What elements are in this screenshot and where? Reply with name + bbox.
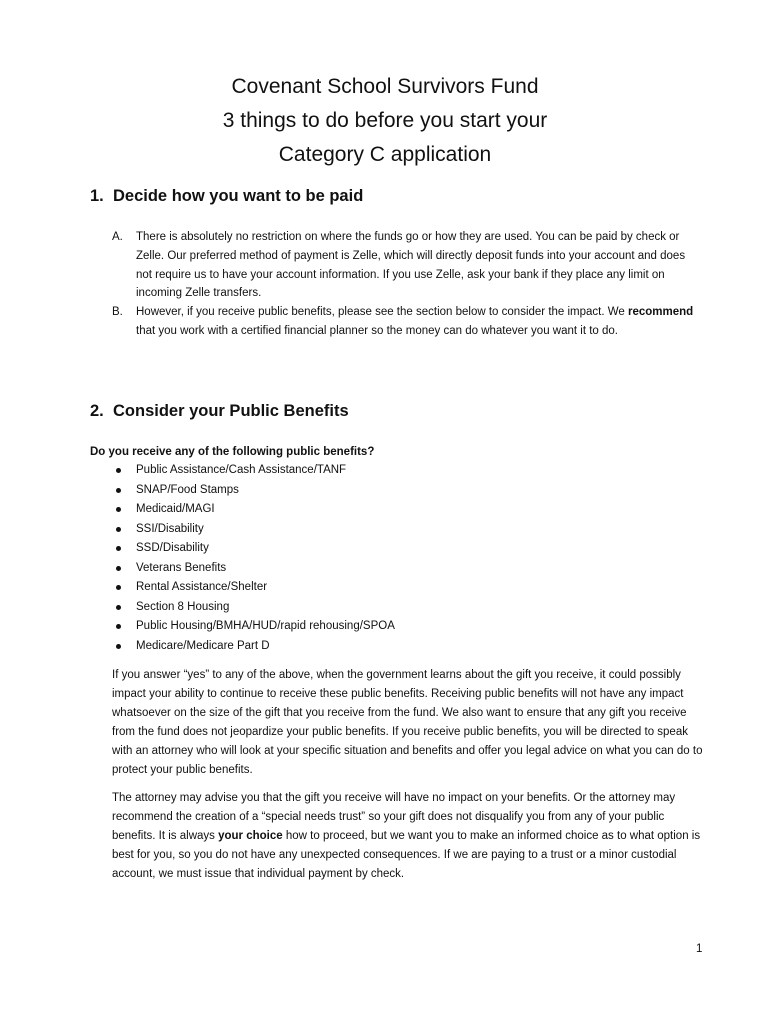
bullet-icon (116, 507, 121, 512)
benefit-item (112, 481, 395, 501)
benefit-label: Rental Assistance/Shelter (136, 581, 268, 593)
benefits-list (112, 461, 395, 656)
title-line-2: 3 things to do before you start your (222, 109, 548, 132)
benefit-item (112, 598, 395, 618)
paragraph-text-before: The attorney may advise you that the gift you receive will have no impact on your benefits. Or the attorney may recommend the creation of a “special needs trust” so your gift does not disqualify you from any of your public benefits. It is always (112, 792, 676, 842)
payment-options-list (112, 228, 697, 341)
paragraph-text-after: how to proceed, but we want you to make an informed choice as to what option is best for you, so you do not have any unexpected consequences. If we are paying to a trust or a minor custodial account, we must issue that individual payment by check. (112, 830, 701, 880)
list-item-text-after: that you work with a certified financial planner so the money can do whatever you want it to do. (136, 324, 618, 337)
benefit-item (112, 559, 395, 579)
document-title (0, 70, 770, 172)
attorney-advice-paragraph (112, 789, 704, 884)
bullet-icon (116, 488, 121, 493)
benefit-label: Section 8 Housing (136, 600, 230, 613)
benefit-item (112, 461, 395, 481)
section-1-heading (90, 185, 363, 207)
list-item-text: There is absolutely no restriction on where the funds go or how they are used. You can be paid by check or Zelle. Our preferred method of payment is Zelle, which will directly deposit funds into your account and does not require us to have your account information. If you use Zelle, ask your bank if they place any limit on incoming Zelle transfers. (136, 231, 686, 300)
benefit-item (112, 617, 395, 637)
list-letter: A. (112, 231, 123, 243)
list-item-b (112, 303, 697, 341)
benefits-impact-paragraph: If you answer “yes” to any of the above, when the government learns about the gift you receive, it could possibly impact your ability to continue to receive these public benefits. Receiving public benefits will not have any impact whatsoever on the size of the gift that you receive from the fund. We also want to ensure that any gift you receive from the fund does not jeopardize your public benefits. If you receive public benefits, you will be directed to speak with an attorney who will look at your specific situation and benefits and offer you legal advice on what you can do to protect your public benefits. (112, 669, 703, 776)
list-item-a (112, 228, 697, 303)
benefit-label: SSD/Disability (136, 542, 209, 554)
benefit-label: Public Housing/BMHA/HUD/rapid rehousing/SPOA (136, 620, 395, 632)
bullet-icon (116, 468, 121, 473)
benefit-item (112, 637, 395, 657)
bullet-icon (116, 527, 121, 532)
benefit-label: Medicare/Medicare Part D (136, 639, 270, 652)
benefit-item (112, 520, 395, 540)
title-line-1: Covenant School Survivors Fund (231, 75, 539, 98)
benefit-item (112, 578, 395, 598)
benefit-item (112, 539, 395, 559)
section-1-heading-text: Decide how you want to be paid (113, 187, 364, 205)
bullet-icon (116, 624, 121, 629)
benefit-label: Public Assistance/Cash Assistance/TANF (136, 464, 347, 476)
benefit-item (112, 500, 395, 520)
section-2-heading-text: Consider your Public Benefits (113, 402, 349, 420)
title-line-3: Category C application (278, 143, 492, 166)
benefit-label: Medicaid/MAGI (136, 503, 215, 515)
bullet-icon (116, 546, 121, 551)
bullet-icon (116, 644, 121, 649)
recommend-emphasis: recommend (628, 306, 694, 319)
bullet-icon (116, 605, 121, 610)
bullet-icon (116, 585, 121, 590)
list-letter: B. (112, 306, 123, 319)
section-2-heading (90, 400, 349, 422)
bullet-icon (116, 566, 121, 571)
your-choice-emphasis: your choice (218, 830, 283, 842)
benefits-question: Do you receive any of the following public benefits? (90, 446, 375, 458)
section-1-number: 1. (90, 187, 104, 205)
section-2-number: 2. (90, 402, 104, 420)
list-item-text-before: However, if you receive public benefits, please see the section below to consider the impact. We (136, 306, 628, 319)
benefit-label: SNAP/Food Stamps (136, 483, 239, 496)
benefit-label: SSI/Disability (136, 522, 204, 535)
page-number: 1 (696, 943, 703, 955)
benefit-label: Veterans Benefits (136, 561, 227, 574)
